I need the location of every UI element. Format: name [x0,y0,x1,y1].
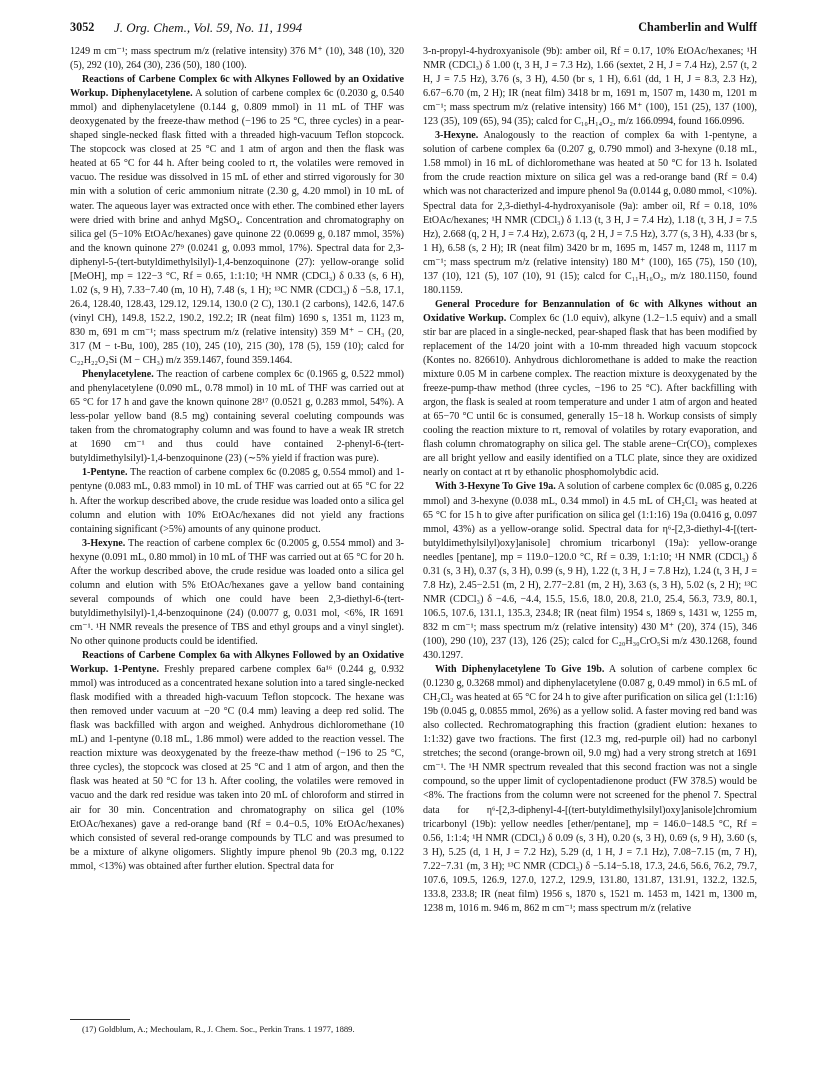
paragraph [70,649,404,874]
running-authors: Chamberlin and Wulff [638,20,757,34]
paragraph [423,298,757,481]
paragraph-text: Freshly prepared carbene complex 6a¹⁶ (0.244 g, 0.932 mmol) was introduced as a concentrated hexane solution into a tared single-necked flask modified with a threaded high-vacuum Teflon stopcock. The hexane was then removed under vacuum at −20 °C (0.4 mm) leaving a deep red solid. The flask was backfilled with argon and weighed. Anhydrous dichloromethane (10 mL) and 1-pentyne (0.18 mL, 1.86 mmol) were added to the reaction vessel. The reaction mixture was deoxygenated by the freeze-thaw method (−196 to 25 °C, three cycles), the stopcock was closed at 25 °C and 1 atm of argon, and then the flask was heated at 50 °C for 13 h. After cooling, the volatiles were removed in vacuo and the dark red residue was taken into 20 mL of chloroform and stirred in air for 30 min. Concentration and chromatography on silica gel (10% EtOAc/hexanes) gave a red-orange band (Rf = 0.4−0.5, 10% EtOAc/hexanes) which consisted of several red-orange compounds by TLC and was presumed to be a mixture of alkyne oligomers. Slightly impure phenol 9b (20.3 mg, 0.122 mmol, <13%) was obtained after further elution. Spectral data for [70,664,404,872]
paragraph-text: Analogously to the reaction of complex 6a with 1-pentyne, a solution of carbene complex 6a (0.207 g, 0.790 mmol) and 3-hexyne (0.18 mL, 1.58 mmol) in 16 mL of dichloromethane was heated at 50 °C for 13 h. Isolated from the crude reaction mixture on silica gel was a red-orange band (Rf = 0.4) which was not characterized and impure phenol 9a (0.0144 g, 0.080 mmol, <10%). Spectral data for 2,3-diethyl-4-hydroxyanisole (9a): amber oil, Rf = 0.18, 10% EtOAc/hexanes; ¹H NMR (CDCl₃) δ 1.13 (t, 3 H, J = 7.4 Hz), 1.18 (t, 3 H, J = 7.5 Hz), 2.668 (q, 2 H, J = 7.4 Hz), 2.673 (q, 2 H, J = 7.5 Hz), 3.77 (s, 3 H), 4.33 (br s, 1 H), 6.58 (s, 2 H); IR (neat film) 3420 br m, 1695 m, 1457 m, 1248 m, 1117 m cm⁻¹; mass spectrum m/z (relative intensity) 180 M⁺ (100), 165 (75), 150 (10), 137 (10), 121 (5), 107 (10), 91 (15); calcd for C₁₁H₁₆O₂, m/z 180.1150, found 180.1159. [423,130,757,296]
section-heading: 3-Hexyne. [435,130,479,142]
paragraph: 3-n-propyl-4-hydroxyanisole (9b): amber oil, Rf = 0.17, 10% EtOAc/hexanes; ¹H NMR (CDCl₃) δ 1.00 (t, 3 H, J = 7.3 Hz), 1.66 (sextet, 2 H, J = 7.4 Hz), 2.57 (t, 2 H, J = 7.5 Hz), 3.76 (s, 3 H), 4.50 (br s, 1 H), 6.61 (dd, 1 H, J = 8.3, 2.3 Hz), 6.67−6.70 (m, 2 H); IR (neat film) 3418 br m, 1691 m, 1507 m, 1430 m, 1201 m cm⁻¹; mass spectrum m/z (relative intensity) 166 M⁺ (100), 151 (25), 137 (100), 123 (35), 109 (65), 94 (35); calcd for C₁₀H₁₄O₂, m/z 166.0994, found 166.0996. [423,46,757,128]
section-heading: 1-Pentyne. [82,467,128,479]
left-column [70,45,404,874]
paragraph [423,129,757,298]
section-heading: With 3-Hexyne To Give 19a. [435,481,556,493]
paragraph-text: A solution of carbene complex 6c (0.2030 g, 0.540 mmol) and diphenylacetylene (0.144 g, 0.809 mmol) in 11 mL of THF was deoxygenated by the freeze-thaw method (−196 to 25 °C, three cycles) in a pear-shaped single-necked flask fitted with a threaded high-vacuum Teflon stopcock. The stopcock was closed at 25 °C and 1 atm of argon and then the flask was heated at 65 °C for 44 h. After being cooled to rt, the volatiles were removed in vacuo. The residue was dissolved in 15 mL of ether and stirred vigorously for 30 min with a solution of ceric ammonium nitrate (2.30 g, 4.20 mmol) in 10 mL of water. The aqueous layer was extracted once with ether. The combined ether layers were dried with brine and anhyd MgSO₄. Concentration and chromatography on silica gel (5−10% EtOAc/hexanes) gave quinone 22 (0.0699 g, 0.187 mmol, 35%) and the known quinone 27⁹ (0.0241 g, 0.093 mmol, 17%). Spectral data for 2,3-diphenyl-5-(tert-butyldimethylsilyl)-1,4-benzoquinone (27): yellow-orange solid [MeOH], mp = 122−3 °C, Rf = 0.65, 1:1:10; ¹H NMR (CDCl₃) δ 0.33 (s, 6 H), 1.02 (s, 9 H), 7.33−7.40 (m, 10 H), 7.48 (s, 1 H); ¹³C NMR (CDCl₃) δ −5.8, 17.1, 26.4, 128.40, 128.43, 129.12, 129.14, 130.0 (2 C), 130.1 (2 carbons), 142.6, 147.6 (vinyl CH), 149.8, 152.2, 190.2, 192.2; IR (neat film) 1690 s, 1351 m, 1123 m, 830 m, 691 m cm⁻¹; mass spectrum m/z (relative intensity) 359 M⁺ − CH₃ (20, 317 (M − t-Bu, 100), 285 (10), 245 (10), 215 (30), 178 (5), 159 (10); calcd for C₂₂H₂₂O₂Si (M − CH₃) m/z 359.1467, found 359.1464. [70,88,404,367]
paragraph [70,368,404,466]
section-heading: 3-Hexyne. [82,537,126,549]
paragraph-text: The reaction of carbene complex 6c (0.1965 g, 0.522 mmol) and phenylacetylene (0.090 mL, 0.78 mmol) in 10 mL of THF was carried out at 65 °C for 17 h and gave the known quinone 28¹⁷ (0.0521 g, 0.283 mmol, 54%). A less-polar yellow band (8.5 mg) containing several coeluting compounds was taken from the chromatography column and was found to have a weak IR stretch at 1690 cm⁻¹ and thus could have contained 2-phenyl-6-(tert-butyldimethylsilyl)-1,4-benzoquinone (23) (∼5% yield if fraction was pure). [70,369,404,465]
paragraph-text: A solution of carbene complex 6c (0.085 g, 0.226 mmol) and 3-hexyne (0.038 mL, 0.34 mmol) in 4.5 mL of CH₂Cl₂ was heated at 65 °C for 15 h to give after purification on silica gel (1:1:16) 19a (0.0416 g, 0.097 mmol, 43%) as a yellow-orange solid. Spectral data for η⁶-[2,3-diethyl-4-[(tert-butyldimethylsilyl)oxy]anisole] chromium tricarbonyl (19a): yellow-orange needles [pentane], mp = 119.0−120.0 °C, Rf = 0.39, 1:1:10; ¹H NMR (CDCl₃) δ 0.31 (s, 3 H), 0.37 (s, 3 H), 0.99 (s, 9 H), 1.22 (t, 3 H, J = 7.8 Hz), 1.24 (t, 3 H, J = 7.8 Hz), 2.45−2.51 (m, 2 H), 2.77−2.81 (m, 2 H), 3.63 (s, 3 H), 5.02 (s, 2 H); ¹³C NMR (CDCl₃) δ −4.6, −4.4, 15.5, 15.6, 18.0, 20.8, 21.0, 25.4, 56.3, 73.9, 80.1, 106.5, 107.6, 131.1, 135.3, 234.8; IR (neat film) 1954 s, 1869 s, 1431 w, 1255 m, 832 m cm⁻¹; mass spectrum m/z (relative intensity) 430 M⁺ (20), 374 (15), 346 (100), 290 (10), 237 (13), 126 (25); calcd for C₂₀H₃₀CrO₅Si m/z 430.1268, found 430.1297. [423,481,757,662]
section-heading: Phenylacetylene. [82,369,154,381]
paragraph [70,466,404,536]
footnote-divider [70,1019,130,1020]
page-number: 3052 [70,20,95,34]
section-heading: With Diphenylacetylene To Give 19b. [435,664,605,676]
paragraph [70,73,404,368]
footnote [70,1024,404,1035]
paragraph [70,537,404,649]
paragraph [423,480,757,663]
section-heading: Reactions of Carbene Complex 6c with Alkynes Followed by an Oxidative Workup. Diphenylacetylene. [70,74,404,100]
paragraph-text: The reaction of carbene complex 6c (0.2085 g, 0.554 mmol) and 1-pentyne (0.083 mL, 0.83 mmol) in 10 mL of THF was carried out at 65 °C for 22 h. After the workup described above, the crude residue was loaded onto a silica gel column and elution with 10% EtOAc/hexanes did not yield any fractions containing significant (>5%) amounts of any quinone product. [70,467,404,535]
paragraph-text: A solution of carbene complex 6c (0.1230 g, 0.3268 mmol) and diphenylacetylene (0.087 g, 0.49 mmol) in 6.5 mL of CH₂Cl₂ was heated at 65 °C for 24 h to give after purification on silica gel (1:1:16) 19b (0.045 g, 0.0855 mmol, 26%) as a yellow solid. A faster moving red band was also collected. Rechromatographing this fraction (gradient elution: hexanes to 1:1:32) gave two fractions. The first (12.3 mg, red-purple oil) had no carbonyl stretches; the second (orange-brown oil, 9.0 mg) had a very strong stretch at 1691 cm⁻¹. The ¹H NMR spectrum revealed that this second fraction was not a single compound, so the upper limit of cyclopentadienone product (FW 378.5) would be <8%. The fractions from the column were not screened for the phenol 7. Spectral data for η⁶-[2,3-diphenyl-4-[(tert-butyldimethylsilyl)oxy]anisole]chromium tricarbonyl (19b): yellow needles [ether/pentane], mp = 146.0−148.5 °C, Rf = 0.56, 1:1:4; ¹H NMR (CDCl₃) δ 0.09 (s, 3 H), 0.20 (s, 3 H), 0.69 (s, 9 H), 3.60 (s, 3 H), 5.25 (d, 1 H, J = 7.2 Hz), 5.29 (d, 1 H, J = 7.1 Hz), 7.08−7.15 (m, 7 H), 7.22−7.31 (m, 3 H); ¹³C NMR (CDCl₃) δ −5.14−5.18, 17.3, 24.6, 56.6, 76.2, 79.7, 107.6, 109.5, 126.9, 127.0, 127.2, 129.9, 131.80, 131.87, 131.91, 132.2, 132.5, 133.8, 233.8; IR (neat film) 1956 s, 1870 s, 1521 m. 1453 m, 1421 m, 1300 m, 1238 m, 1016 m. 946 m, 862 m cm⁻¹; mass spectrum m/z (relative [423,664,757,914]
paragraph-text: The reaction of carbene complex 6c (0.2005 g, 0.554 mmol) and 3-hexyne (0.091 mL, 0.80 mmol) in 10 mL of THF was carried out at 65 °C for 20 h. After the workup described above, the crude residue was loaded onto a silica gel column and elution with 5% EtOAc/hexanes gave a yellow band containing several compounds of which one could have been 2,3-diethyl-6-(tert-butyldimethylsilyl)-1,4-benzoquinone (24) (0.0077 g, 0.031 mol, <6%, IR 1691 cm⁻¹. ¹H NMR reveals the presence of TBS and ethyl groups and a vinyl singlet). No other quinone products could be identified. [70,537,404,647]
footnote-text: (17) Goldblum, A.; Mechoulam, R., J. Chem. Soc., Perkin Trans. 1 1977, 1889. [82,1024,355,1034]
paragraph-text: Complex 6c (1.0 equiv), alkyne (1.2−1.5 equiv) and a small stir bar are placed in a single-necked, pear-shaped flask that has been modified by replacement of the 14/20 joint with a 10-mm threaded high vacuum stopcock (Kontes no. 826610). Anhydrous dichloromethane is added to make the reaction mixture 0.05 M in carbene complex. The reaction mixture is deoxygenated by the freeze-pump-thaw method (three cycles, −196 to 25 °C). After backfilling with argon, the flask is sealed at room temperature and under 1 atm of argon and heated at 65−70 °C until 6c is consumed, generally 15−18 h. Workup consists of simply cooling the reaction mixture to rt, removal of volatiles by rotary evaporation, and flash column chromatography on silica gel. The stable arene−Cr(CO)₃ complexes are all bright yellow and easily identified on a TLC plate, since they are oxidized nearly on contact at rt by ethanolic phosphomolybdic acid. [423,312,757,479]
journal-citation: J. Org. Chem., Vol. 59, No. 11, 1994 [114,20,303,35]
paragraph [423,663,757,916]
section-heading: Reactions of Carbene Complex 6a with Alkynes Followed by an Oxidative Workup. 1-Pentyne. [70,650,404,676]
paragraph: 1249 m cm⁻¹; mass spectrum m/z (relative intensity) 376 M⁺ (10), 348 (10), 320 (5), 292 (10), 264 (30), 236 (50), 180 (100). [70,46,404,72]
section-heading: General Procedure for Benzannulation of 6c with Alkynes without an Oxidative Workup. [423,298,757,324]
running-header [70,20,757,40]
right-column [423,45,757,916]
